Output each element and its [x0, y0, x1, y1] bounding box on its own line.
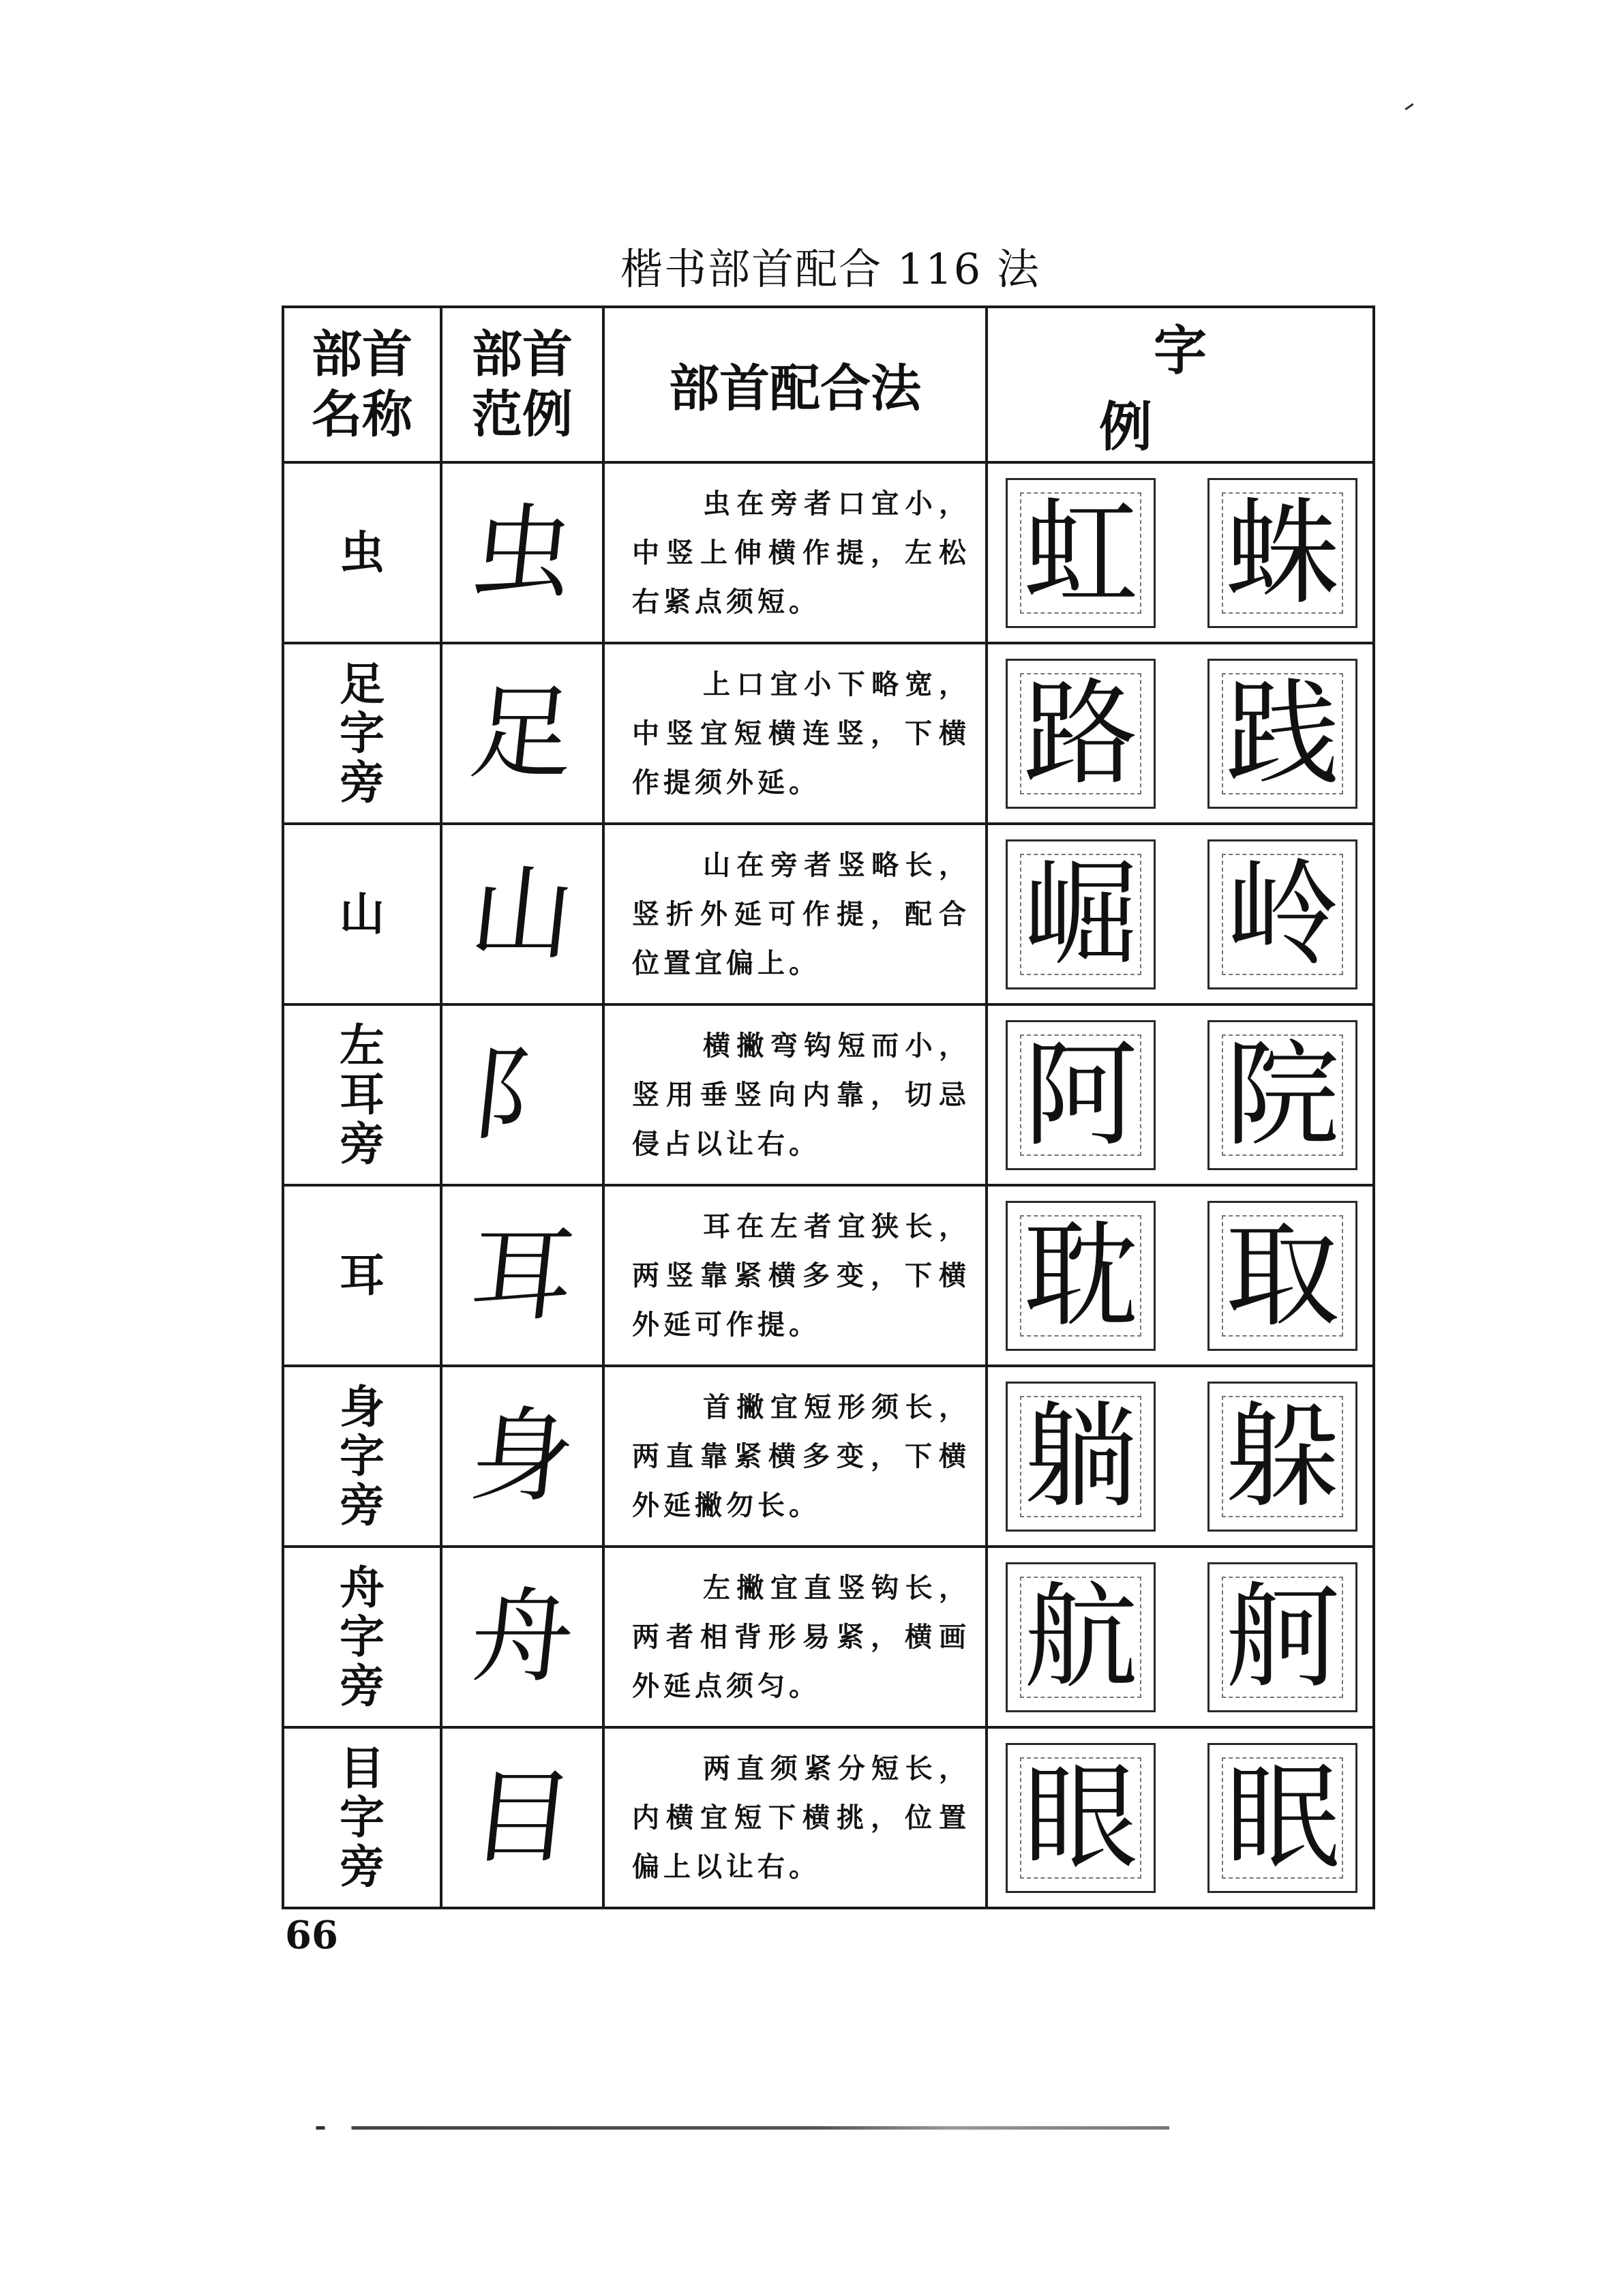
- radical-sample: 足: [464, 674, 580, 793]
- header-radical-sample: 部首范例: [441, 307, 603, 462]
- table-row: [283, 1727, 1374, 1908]
- radical-name-cell: [283, 1185, 441, 1366]
- radical-sample: 虫: [464, 493, 580, 612]
- radical-sample: 山: [464, 854, 580, 974]
- method-cell: [603, 1547, 987, 1727]
- example-character: 蛛: [1225, 486, 1340, 620]
- example-character-box: [1006, 478, 1156, 628]
- examples-cell: [987, 462, 1374, 643]
- table-row: [283, 1547, 1374, 1727]
- page-number: 66: [285, 1913, 338, 1958]
- example-character: 岭: [1225, 847, 1340, 981]
- radical-name: 左耳旁: [340, 1019, 385, 1170]
- radical-sample-cell: [441, 462, 603, 643]
- example-character: 躺: [1023, 1389, 1138, 1523]
- method-cell: [603, 1727, 987, 1908]
- combination-method-text: 横撇弯钩短而小，竖用垂竖向内靠，切忌侵占以让右。: [632, 1029, 970, 1160]
- method-cell: [603, 462, 987, 643]
- example-character-box: [1207, 839, 1357, 989]
- header-combination-method: 部首配合法: [603, 307, 987, 462]
- examples-cell: [987, 824, 1374, 1004]
- combination-method-text: 左撇宜直竖钩长，两者相背形易紧，横画外延点须匀。: [632, 1571, 970, 1702]
- radical-table: [282, 305, 1375, 1909]
- radical-name: 身字旁: [340, 1380, 385, 1532]
- radical-name-cell: [283, 643, 441, 824]
- table-row: [283, 1185, 1374, 1366]
- radical-name: 山: [340, 887, 385, 940]
- radical-name-cell: [283, 1366, 441, 1547]
- example-character: 航: [1023, 1570, 1138, 1704]
- page-title: 楷书部首配合 116 法: [620, 244, 1040, 294]
- example-character-box: [1006, 1020, 1156, 1170]
- radical-sample-cell: [441, 1004, 603, 1185]
- table-row: [283, 462, 1374, 643]
- radical-sample-cell: [441, 1727, 603, 1908]
- example-character-box: [1207, 1743, 1357, 1893]
- radical-sample: 耳: [464, 1216, 580, 1335]
- method-cell: [603, 1185, 987, 1366]
- example-character: 眠: [1225, 1750, 1340, 1885]
- radical-name: 足字旁: [340, 657, 385, 809]
- radical-sample: 目: [464, 1758, 580, 1877]
- radical-sample: 舟: [464, 1577, 580, 1697]
- example-character-box: [1207, 1562, 1357, 1712]
- table-row: [283, 1004, 1374, 1185]
- radical-name-cell: [283, 1547, 441, 1727]
- header-radical-name: 部首名称: [283, 307, 441, 462]
- example-character: 眼: [1023, 1750, 1138, 1885]
- radical-sample-cell: [441, 1185, 603, 1366]
- example-character-box: [1006, 659, 1156, 809]
- combination-method-text: 两直须紧分短长，内横宜短下横挑，位置偏上以让右。: [632, 1752, 970, 1883]
- example-character-box: [1207, 1382, 1357, 1532]
- example-character: 崛: [1023, 847, 1138, 981]
- example-character-box: [1207, 1201, 1357, 1351]
- method-cell: [603, 1004, 987, 1185]
- radical-sample-cell: [441, 1547, 603, 1727]
- example-character-box: [1207, 1020, 1357, 1170]
- radical-name: 耳: [340, 1249, 385, 1302]
- table-header-row: [283, 307, 1374, 462]
- example-character: 耽: [1023, 1208, 1138, 1343]
- example-character: 阿: [1023, 1028, 1138, 1162]
- examples-cell: [987, 1547, 1374, 1727]
- example-character-box: [1006, 1201, 1156, 1351]
- header-character-examples: 字例: [987, 307, 1374, 462]
- example-character: 践: [1225, 666, 1340, 801]
- example-character: 院: [1225, 1028, 1340, 1162]
- radical-sample: 身: [464, 1397, 580, 1516]
- method-cell: [603, 643, 987, 824]
- example-character-box: [1006, 1743, 1156, 1893]
- combination-method-text: 山在旁者竖略长，竖折外延可作提，配合位置宜偏上。: [632, 848, 970, 979]
- radical-sample: 阝: [464, 1035, 580, 1154]
- examples-cell: [987, 1185, 1374, 1366]
- bottom-scan-rule: [290, 2126, 1169, 2130]
- examples-cell: [987, 643, 1374, 824]
- radical-sample-cell: [441, 824, 603, 1004]
- combination-method-text: 上口宜小下略宽，中竖宜短横连竖，下横作提须外延。: [632, 668, 970, 799]
- example-character: 虹: [1023, 486, 1138, 620]
- example-character-box: [1006, 1382, 1156, 1532]
- table-row: [283, 1366, 1374, 1547]
- radical-name-cell: [283, 824, 441, 1004]
- example-character-box: [1207, 478, 1357, 628]
- radical-sample-cell: [441, 1366, 603, 1547]
- table-row: [283, 824, 1374, 1004]
- combination-method-text: 虫在旁者口宜小，中竖上伸横作提，左松右紧点须短。: [632, 487, 970, 618]
- example-character: 躲: [1225, 1389, 1340, 1523]
- examples-cell: [987, 1004, 1374, 1185]
- radical-name: 舟字旁: [340, 1561, 385, 1712]
- radical-sample-cell: [441, 643, 603, 824]
- example-character: 舸: [1225, 1570, 1340, 1704]
- radical-name: 目字旁: [340, 1742, 385, 1893]
- radical-name-cell: [283, 1727, 441, 1908]
- scan-speck: [1405, 103, 1413, 110]
- example-character-box: [1006, 839, 1156, 989]
- examples-cell: [987, 1366, 1374, 1547]
- radical-name: 虫: [340, 526, 385, 579]
- example-character: 路: [1023, 666, 1138, 801]
- combination-method-text: 耳在左者宜狭长，两竖靠紧横多变，下横外延可作提。: [632, 1210, 970, 1341]
- method-cell: [603, 1366, 987, 1547]
- radical-name-cell: [283, 1004, 441, 1185]
- example-character-box: [1207, 659, 1357, 809]
- examples-cell: [987, 1727, 1374, 1908]
- table-row: [283, 643, 1374, 824]
- example-character: 取: [1225, 1208, 1340, 1343]
- method-cell: [603, 824, 987, 1004]
- example-character-box: [1006, 1562, 1156, 1712]
- radical-name-cell: [283, 462, 441, 643]
- combination-method-text: 首撇宜短形须长，两直靠紧横多变，下横外延撇勿长。: [632, 1390, 970, 1521]
